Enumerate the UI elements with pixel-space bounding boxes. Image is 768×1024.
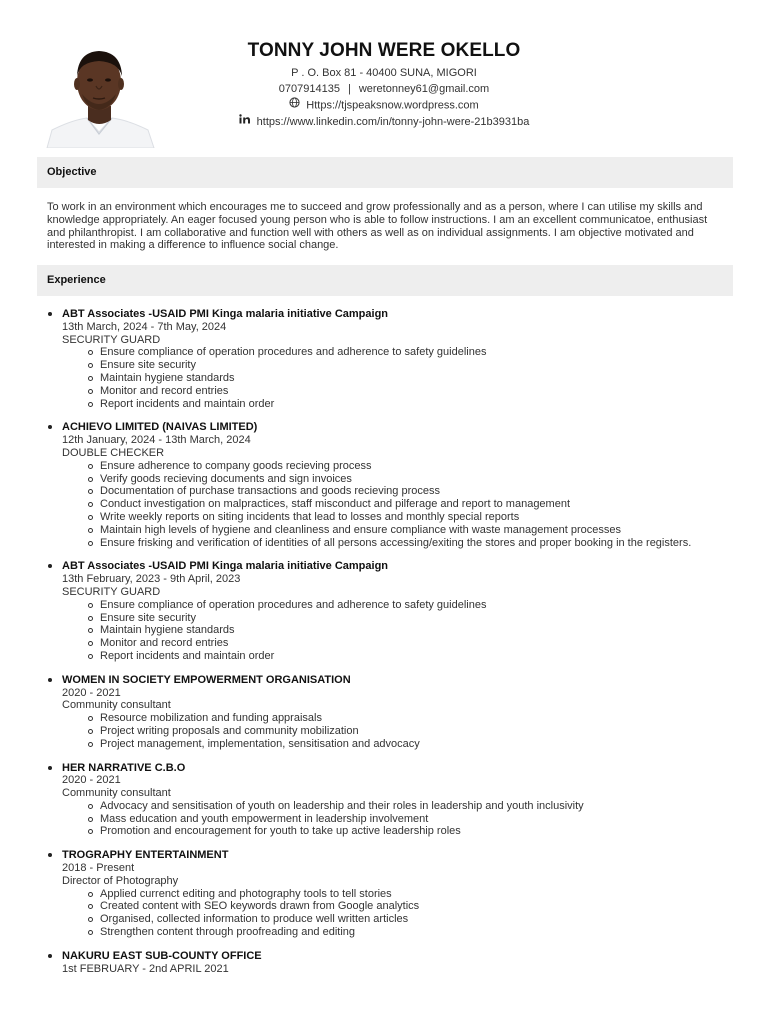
duty-text: Ensure adherence to company goods recieving process [100, 459, 372, 472]
objective-section-header [37, 157, 733, 188]
bullet-icon [48, 853, 52, 857]
circle-bullet-icon [88, 402, 93, 407]
employment-dates: 12th January, 2024 - 13th March, 2024 [62, 434, 251, 447]
duty-text: Conduct investigation on malpractices, staff misconduct and pilferage and report to management [100, 498, 571, 511]
circle-bullet-icon [88, 817, 93, 822]
duty-item [88, 913, 727, 926]
employment-dates: 13th March, 2024 - 7th May, 2024 [62, 320, 227, 333]
objective-text: To work in an environment which encourages me to succeed and grow professionally and as a person, where I can utilise my skills and knowledge appropriately. An eager focused young person who is able to follow instructions. I am an excellent communicatoe, enthusiast and philanthropist. I am collaborative and function well with others as well as on individual assignments. I am objective motivated and interested in making a difference to influence social change. [47, 201, 708, 252]
duty-item [88, 460, 727, 473]
objective-title: Objective [47, 166, 97, 178]
bullet-icon [48, 678, 52, 682]
employment-dates: 13th February, 2023 - 9th April, 2023 [62, 573, 241, 586]
duty-text: Project writing proposals and community mobilization [100, 724, 359, 737]
duty-item [88, 537, 727, 550]
circle-bullet-icon [88, 616, 93, 621]
duties-list [62, 712, 727, 750]
experience-list [47, 308, 727, 986]
circle-bullet-icon [88, 729, 93, 734]
employer-name: ABT Associates -USAID PMI Kinga malaria initiative Campaign [62, 308, 389, 320]
circle-bullet-icon [88, 628, 93, 633]
duty-text: Organised, collected information to produce well written articles [100, 913, 409, 926]
bullet-icon [48, 425, 52, 429]
employer-name: TROGRAPHY ENTERTAINMENT [62, 849, 229, 862]
phone-number: 0707914135 [278, 83, 340, 95]
job-title: Community consultant [62, 787, 171, 800]
duty-text: Ensure site security [100, 359, 196, 372]
duty-text: Ensure frisking and verification of identities of all persons accessing/exiting the stores and proper booking in the registers. [100, 536, 692, 549]
employment-dates: 1st FEBRUARY - 2nd APRIL 2021 [62, 962, 229, 975]
duties-list [62, 599, 727, 663]
duty-text: Ensure site security [100, 611, 196, 624]
duty-item [88, 359, 727, 372]
duty-text: Resource mobilization and funding appraisals [100, 712, 322, 725]
circle-bullet-icon [88, 742, 93, 747]
duty-item [88, 473, 727, 486]
duty-item [88, 650, 727, 663]
duty-item [88, 637, 727, 650]
circle-bullet-icon [88, 541, 93, 546]
duty-text: Maintain hygiene standards [100, 371, 235, 384]
bullet-icon [48, 954, 52, 958]
job-title: DOUBLE CHECKER [62, 446, 165, 459]
duty-text: Monitor and record entries [100, 637, 229, 650]
duty-item [88, 346, 727, 359]
experience-entry [47, 560, 727, 662]
duty-item [88, 900, 727, 913]
website-line [0, 98, 768, 113]
duties-list [62, 460, 727, 550]
experience-entry [47, 762, 727, 839]
duty-item [88, 385, 727, 398]
circle-bullet-icon [88, 641, 93, 646]
duty-item [88, 372, 727, 385]
duty-item [88, 498, 727, 511]
circle-bullet-icon [88, 892, 93, 897]
duty-item [88, 612, 727, 625]
circle-bullet-icon [88, 350, 93, 355]
duty-item [88, 398, 727, 411]
postal-address: P . O. Box 81 - 40400 SUNA, MIGORI [291, 67, 477, 79]
duty-text: Ensure compliance of operation procedures and adherence to safety guidelines [100, 346, 487, 359]
experience-entry [47, 950, 727, 976]
duties-list [62, 800, 727, 838]
circle-bullet-icon [88, 917, 93, 922]
duty-text: Write weekly reports on siting incidents that lead to losses and monthly special reports [100, 510, 520, 523]
job-title: SECURITY GUARD [62, 585, 161, 598]
job-title: SECURITY GUARD [62, 333, 161, 346]
duty-text: Project management, implementation, sensitisation and advocacy [100, 737, 420, 750]
linkedin-line [0, 115, 768, 129]
duties-list [62, 888, 727, 939]
duty-item [88, 926, 727, 939]
employer-name: ACHIEVO LIMITED (NAIVAS LIMITED) [62, 421, 258, 434]
duty-text: Promotion and encouragement for youth to take up active leadership roles [100, 825, 461, 838]
circle-bullet-icon [88, 489, 93, 494]
duty-text: Documentation of purchase transactions and goods recieving process [100, 485, 440, 498]
contact-separator: | [347, 83, 351, 95]
duty-item [88, 825, 727, 838]
duty-item [88, 725, 727, 738]
duty-item [88, 624, 727, 637]
employment-dates: 2018 - Present [62, 862, 135, 875]
employer-name: NAKURU EAST SUB-COUNTY OFFICE [62, 949, 262, 962]
duty-text: Advocacy and sensitisation of youth on leadership and their roles in leadership and youth inclusivity [100, 799, 584, 812]
experience-entry [47, 849, 727, 939]
globe-icon [289, 97, 300, 112]
duty-item [88, 813, 727, 826]
experience-entry [47, 421, 727, 549]
circle-bullet-icon [88, 477, 93, 482]
duty-text: Applied currenct editing and photography tools to tell stories [100, 887, 392, 900]
bullet-icon [48, 312, 52, 316]
duty-text: Mass education and youth empowerment in leadership involvement [100, 812, 429, 825]
circle-bullet-icon [88, 376, 93, 381]
website-link[interactable]: Https://tjspeaksnow.wordpress.com [306, 99, 479, 112]
duty-item [88, 712, 727, 725]
employment-dates: 2020 - 2021 [62, 774, 121, 787]
circle-bullet-icon [88, 389, 93, 394]
linkedin-link[interactable]: https://www.linkedin.com/in/tonny-john-were-21b3931ba [256, 116, 530, 128]
experience-title: Experience [47, 274, 106, 286]
bullet-icon [48, 766, 52, 770]
employer-name: HER NARRATIVE C.B.O [62, 761, 186, 774]
bullet-icon [48, 564, 52, 568]
candidate-name: TONNY JOHN WERE OKELLO [247, 40, 521, 61]
circle-bullet-icon [88, 716, 93, 721]
circle-bullet-icon [88, 464, 93, 469]
duties-list [62, 346, 727, 410]
duty-text: Created content with SEO keywords drawn from Google analytics [100, 900, 420, 913]
linkedin-icon [239, 114, 251, 128]
experience-section-header [37, 265, 733, 296]
employer-name: ABT Associates -USAID PMI Kinga malaria initiative Campaign [62, 560, 389, 573]
duty-text: Verify goods recieving documents and sign invoices [100, 472, 352, 485]
duty-item [88, 888, 727, 901]
employment-dates: 2020 - 2021 [62, 686, 121, 699]
duty-text: Monitor and record entries [100, 384, 229, 397]
duty-text: Strengthen content through proofreading and editing [100, 926, 356, 939]
duty-item [88, 738, 727, 751]
duty-text: Maintain high levels of hygiene and cleanliness and ensure compliance with waste management processes [100, 523, 621, 536]
circle-bullet-icon [88, 502, 93, 507]
circle-bullet-icon [88, 654, 93, 659]
employer-name: WOMEN IN SOCIETY EMPOWERMENT ORGANISATION [62, 673, 351, 686]
job-title: Community consultant [62, 699, 171, 712]
circle-bullet-icon [88, 363, 93, 368]
duty-text: Ensure compliance of operation procedures and adherence to safety guidelines [100, 598, 487, 611]
circle-bullet-icon [88, 930, 93, 935]
duty-item [88, 511, 727, 524]
duty-text: Report incidents and maintain order [100, 397, 275, 410]
duty-item [88, 599, 727, 612]
experience-entry [47, 674, 727, 751]
duty-item [88, 524, 727, 537]
circle-bullet-icon [88, 904, 93, 909]
duty-text: Maintain hygiene standards [100, 624, 235, 637]
duty-text: Report incidents and maintain order [100, 649, 275, 662]
circle-bullet-icon [88, 829, 93, 834]
duty-item [88, 800, 727, 813]
resume-header [0, 0, 768, 152]
circle-bullet-icon [88, 804, 93, 809]
phone-email-line [0, 82, 768, 96]
circle-bullet-icon [88, 603, 93, 608]
circle-bullet-icon [88, 515, 93, 520]
experience-entry [47, 308, 727, 410]
email-link[interactable]: weretonney61@gmail.com [358, 83, 490, 95]
job-title: Director of Photography [62, 874, 179, 887]
circle-bullet-icon [88, 528, 93, 533]
duty-item [88, 485, 727, 498]
